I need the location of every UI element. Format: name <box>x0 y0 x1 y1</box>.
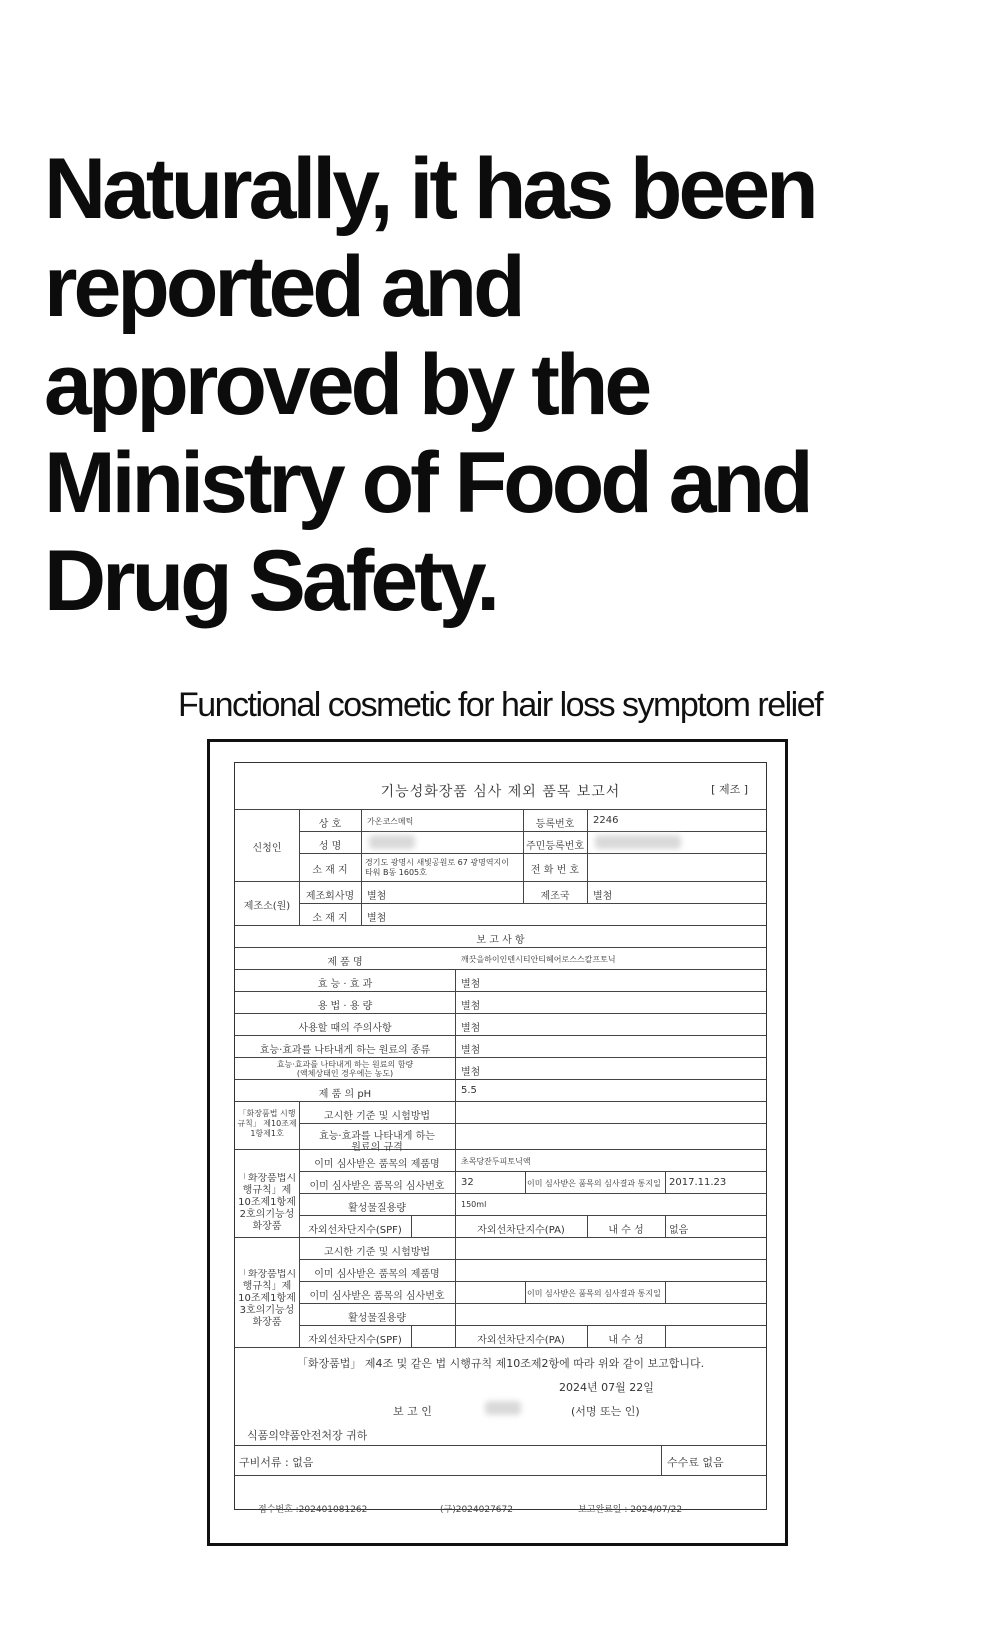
active-amount-label-2: 활성물질용량 <box>348 1313 406 1324</box>
doc-title: 기능성화장품 심사 제외 품목 보고서 <box>380 784 621 800</box>
efficacy-value: 별첨 <box>461 979 481 990</box>
active-amount-label: 활성물질용량 <box>348 1203 406 1214</box>
prev-no-value: 32 <box>461 1177 474 1188</box>
active-amount-value: 150ml <box>461 1200 487 1209</box>
reg-no-label: 등록번호 <box>535 819 575 830</box>
spf-label-2: 자외선차단지수(SPF) <box>308 1335 402 1346</box>
reg-no-value: 2246 <box>593 815 619 826</box>
applicant-label: 신청인 <box>252 843 282 854</box>
address-label: 소 재 지 <box>312 865 348 876</box>
water-value-1: 없음 <box>669 1225 689 1236</box>
report-items-label: 보 고 사 항 <box>476 935 525 946</box>
raw-spec-label: 효능·효과를 나타내게 하는 <box>319 1131 435 1142</box>
doc-tag: [ 제조 ] <box>711 783 748 796</box>
water-label-2: 내 수 성 <box>608 1335 644 1346</box>
sec1-label: 「화장품법 시행규칙」 제10조제1항제1호 <box>237 1109 297 1138</box>
country-label: 제조국 <box>540 891 570 902</box>
raw-spec-label-2: 원료의 규격 <box>351 1142 403 1153</box>
usage-label: 용 법 · 용 량 <box>317 1001 373 1012</box>
prev-no-label: 이미 심사받은 품목의 심사번호 <box>309 1181 445 1192</box>
manufacturer-address-value: 별첨 <box>367 913 387 924</box>
ingredient-amount-label: 효능·효과를 나타내게 하는 원료의 함량 <box>276 1060 414 1069</box>
headline-line-5: Drug Safety. <box>44 533 497 629</box>
address-value: 경기도 광명시 새빛공원로 67 광명역지이 <box>365 858 509 867</box>
usage-value: 별첨 <box>461 1001 481 1012</box>
certificate-document <box>234 762 767 1510</box>
prev-no-label-2: 이미 심사받은 품목의 심사번호 <box>309 1291 445 1302</box>
address-value-2: 타워 B동 1605호 <box>365 868 427 877</box>
addressee: 식품의약품안전처장 귀하 <box>247 1429 368 1442</box>
ingredient-type-label: 효능·효과를 나타내게 하는 원료의 종류 <box>259 1045 431 1056</box>
manufacturer-company-value: 별첨 <box>367 891 387 902</box>
sign-label: (서명 또는 인) <box>571 1405 640 1418</box>
headline-line-1: Naturally, it has been <box>44 141 815 237</box>
manufacturer-address-label: 소 재 지 <box>312 913 348 924</box>
name-label: 성 명 <box>318 841 342 852</box>
product-name-value: 깨끗을하이인텐시티안티헤어로스스칼프토닉 <box>461 955 616 964</box>
sec3-label: 「화장품법시행규칙」제10조제1항제3호의기능성화장품 <box>237 1269 297 1328</box>
resident-no-label: 주민등록번호 <box>526 841 584 852</box>
prev-date-value: 2017.11.23 <box>669 1177 727 1188</box>
ph-label: 제 품 의 pH <box>318 1089 372 1100</box>
redacted-name <box>369 835 415 849</box>
prev-date-label-2: 이미 심사받은 품목의 심사결과 통지일 <box>527 1289 661 1298</box>
pa-label-2: 자외선차단지수(PA) <box>477 1335 565 1346</box>
caution-label: 사용할 때의 주의사항 <box>298 1023 392 1034</box>
prev-product-value: 초목당잔두피토닉액 <box>461 1157 531 1166</box>
redacted-resident-no <box>595 835 681 849</box>
ingredient-type-value: 별첨 <box>461 1045 481 1056</box>
caption: Functional cosmetic for hair loss symptom relief <box>177 686 823 724</box>
receipt-number: 접수번호 :202401081262 <box>258 1505 368 1515</box>
redacted-reporter <box>485 1401 521 1415</box>
standard-label-2: 고시한 기준 및 시험방법 <box>323 1247 431 1258</box>
pa-label-1: 자외선차단지수(PA) <box>477 1225 565 1236</box>
headline-line-2: reported and <box>44 239 522 335</box>
standard-label-1: 고시한 기준 및 시험방법 <box>323 1111 431 1122</box>
ph-value: 5.5 <box>461 1085 477 1096</box>
manufacturer-company-label: 제조회사명 <box>305 891 355 902</box>
reference-number: (구)2024027672 <box>440 1505 513 1515</box>
caution-value: 별첨 <box>461 1023 481 1034</box>
completion-date: 보고완료일 : 2024/07/22 <box>578 1505 683 1515</box>
reporter-label: 보 고 인 <box>393 1405 432 1418</box>
company-value: 가온코스메틱 <box>367 817 414 826</box>
efficacy-label: 효 능 · 효 과 <box>317 979 373 990</box>
spf-label-1: 자외선차단지수(SPF) <box>308 1225 402 1236</box>
ingredient-amount-value: 별첨 <box>461 1067 481 1078</box>
certificate-frame <box>207 739 788 1546</box>
headline-line-4: Ministry of Food and <box>44 435 810 531</box>
prev-date-label: 이미 심사받은 품목의 심사결과 통지일 <box>527 1179 661 1188</box>
country-value: 별첨 <box>593 891 613 902</box>
attachments-label: 구비서류 : 없음 <box>239 1456 314 1469</box>
water-label-1: 내 수 성 <box>608 1225 644 1236</box>
prev-product-label-2: 이미 심사받은 품목의 제품명 <box>314 1269 440 1280</box>
prev-product-label: 이미 심사받은 품목의 제품명 <box>314 1159 440 1170</box>
headline-line-3: approved by the <box>44 337 649 433</box>
ingredient-amount-label-2: (액체상태인 경우에는 농도) <box>296 1069 394 1078</box>
product-name-label: 제 품 명 <box>327 957 363 968</box>
sec2-label: 「화장품법시행규칙」제10조제1항제2호의기능성화장품 <box>237 1173 297 1232</box>
statement: 「화장품법」 제4조 및 같은 법 시행규칙 제10조제2항에 따라 위와 같이 보고합니다. <box>296 1357 705 1370</box>
fee-label: 수수료 없음 <box>667 1456 724 1469</box>
company-label: 상 호 <box>318 819 342 830</box>
headline <box>44 140 944 630</box>
manufacturer-label: 제조소(원) <box>243 901 291 912</box>
report-date: 2024년 07월 22일 <box>559 1381 654 1394</box>
phone-label: 전 화 번 호 <box>530 865 580 876</box>
